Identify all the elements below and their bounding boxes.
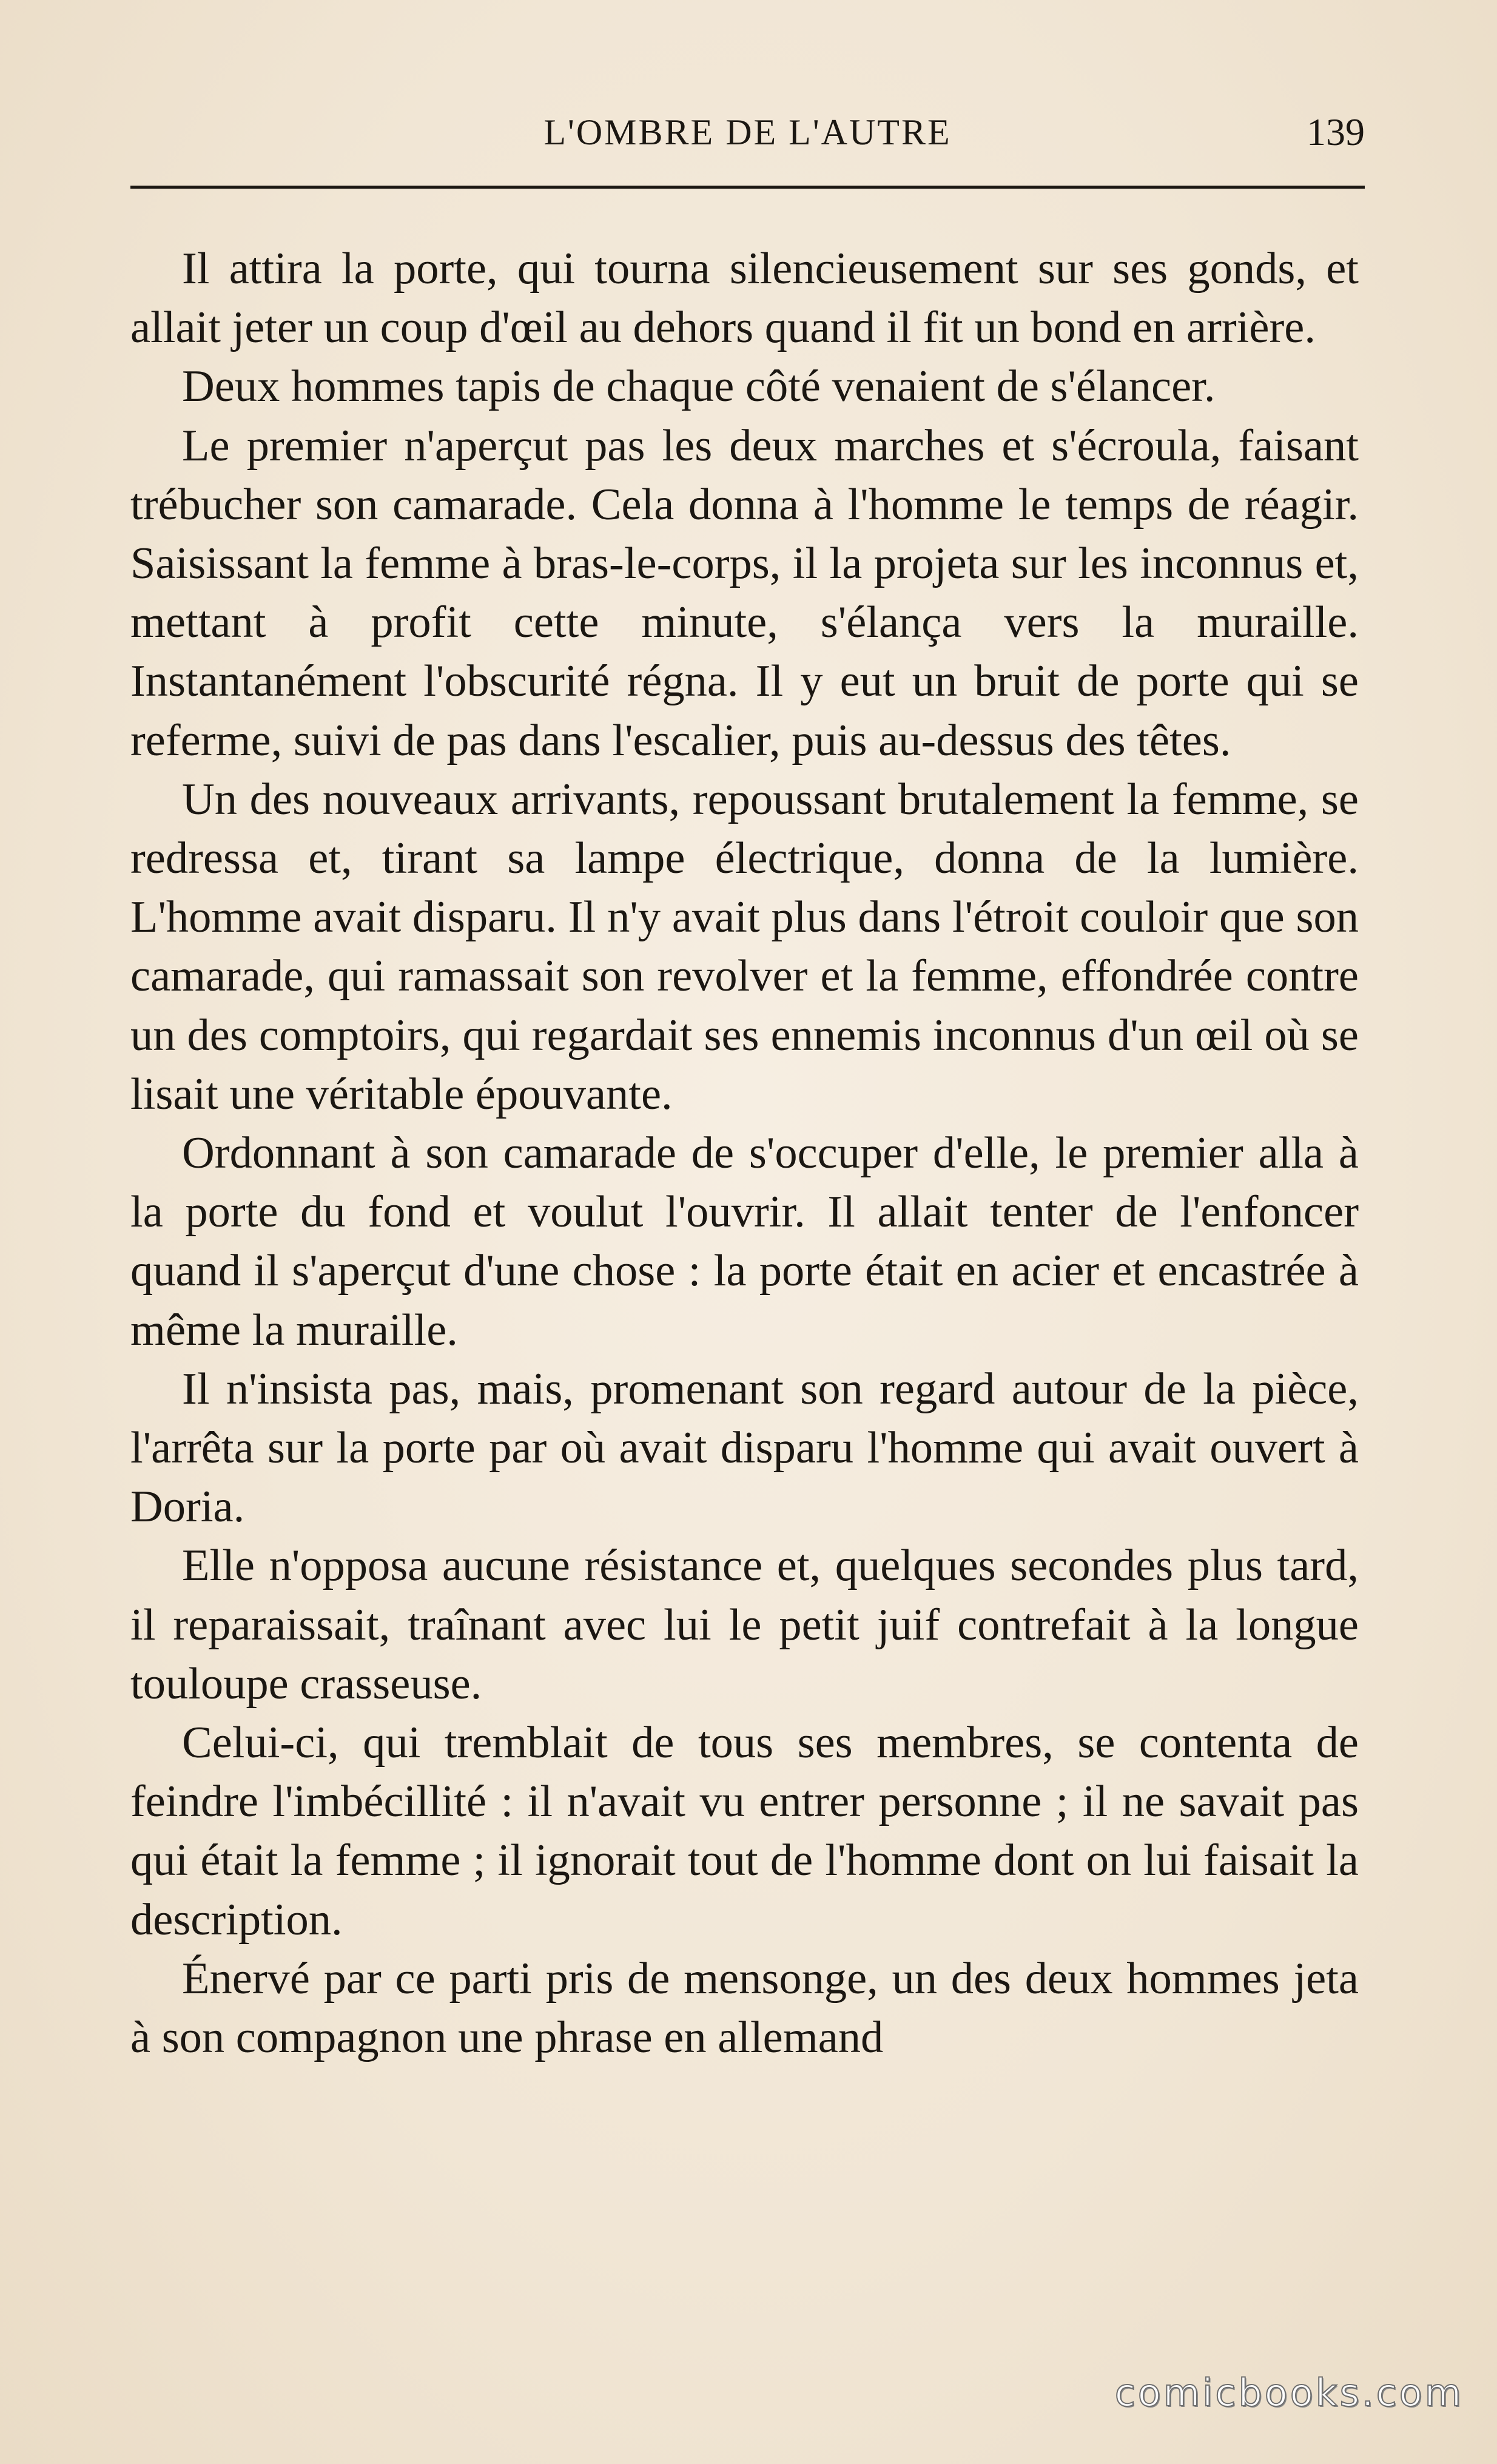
page-header [130, 102, 1365, 169]
header-rule [130, 186, 1365, 189]
watermark: comicbooks.com [1114, 2371, 1464, 2415]
running-title: L'OMBRE DE L'AUTRE [543, 112, 952, 152]
paragraph: Elle n'opposa aucune résistance et, quelques secondes plus tard, il reparaissait, traînant avec lui le petit juif contrefait à la longue touloupe crasseuse. [130, 1541, 1359, 1709]
paragraph: Il attira la porte, qui tourna silencieusement sur ses gonds, et allait jeter un coup d'œil au dehors quand il fit un bond en arrière. [130, 244, 1359, 353]
body-text [130, 240, 1359, 2067]
paragraph: Celui-ci, qui tremblait de tous ses membres, se contenta de feindre l'imbécillité : il n'avait vu entrer personne ; il ne savait pas qui était la femme ; il ignorait tout de l'homme dont on lui faisait la description. [130, 1718, 1359, 1945]
paragraph: Ordonnant à son camarade de s'occuper d'elle, le premier alla à la porte du fond et voulut l'ouvrir. Il allait tenter de l'enfoncer quand il s'aperçut d'une chose : la porte était en acier et encastrée à même la muraille. [130, 1128, 1359, 1355]
paragraph: Un des nouveaux arrivants, repoussant brutalement la femme, se redressa et, tirant sa lampe électrique, donna de la lumière. L'homme avait disparu. Il n'y avait plus dans l'étroit couloir que son camarade, qui ramassait son revolver et la femme, effondrée contre un des comptoirs, qui regardait ses ennemis inconnus d'un œil où se lisait une véritable épouvante. [130, 774, 1359, 1119]
paragraph: Il n'insista pas, mais, promenant son regard autour de la pièce, l'arrêta sur la porte par où avait disparu l'homme qui avait ouvert à Doria. [130, 1364, 1359, 1532]
paragraph: Le premier n'aperçut pas les deux marches et s'écroula, faisant trébucher son camarade. Cela donna à l'homme le temps de réagir. Saisissant la femme à bras-le-corps, il la projeta sur les inconnus et, mettant à profit cette minute, s'élança vers la muraille. Instantanément l'obscurité régna. Il y eut un bruit de porte qui se referme, suivi de pas dans l'escalier, puis au-dessus des têtes. [130, 420, 1359, 766]
paragraph: Énervé par ce parti pris de mensonge, un des deux hommes jeta à son compagnon une phrase en allemand [130, 1953, 1359, 2063]
page-number: 139 [1307, 110, 1365, 153]
paragraph: Deux hommes tapis de chaque côté venaient de s'élancer. [182, 362, 1216, 412]
